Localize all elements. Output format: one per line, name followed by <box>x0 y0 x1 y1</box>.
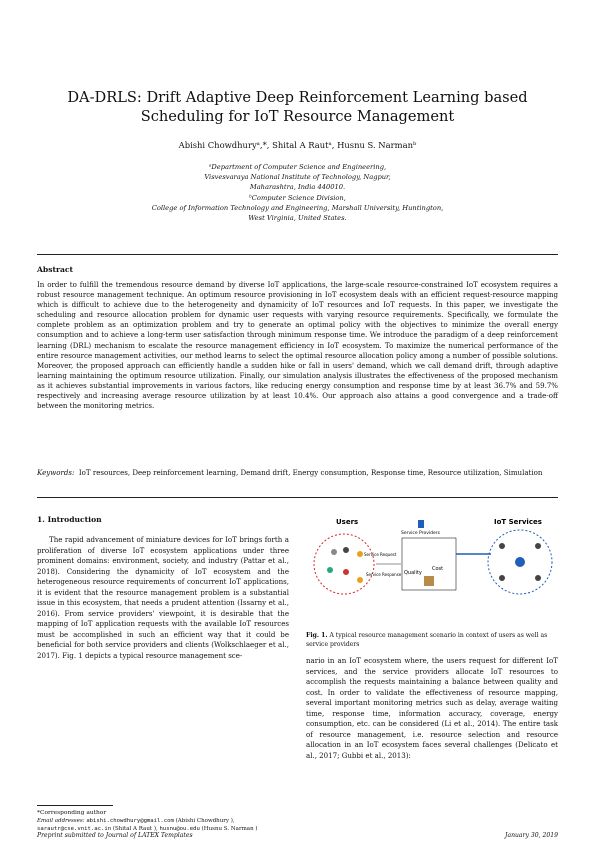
service-icon <box>499 575 505 581</box>
user-icon <box>343 547 349 553</box>
affiliation-line: West Virginia, United States. <box>248 214 347 223</box>
cost-label: Cost <box>432 566 444 572</box>
keywords <box>37 468 558 478</box>
service-request-label: Service Request <box>364 552 397 557</box>
email-owner: (Shital A Raut ), <box>112 826 158 833</box>
user-icon <box>357 577 363 583</box>
author-list: Abishi Chowdhuryᵃ,*, Shital A Rautᵃ, Husnu S. Narmanᵇ <box>178 140 417 150</box>
keywords-list: IoT resources, Deep reinforcement learning, Demand drift, Energy consumption, Response time, Resource utilization, Simulation <box>78 468 543 477</box>
user-icon <box>357 551 363 557</box>
intro-left-column <box>37 535 289 661</box>
caption-text: A typical resource management scenario in context of users as well as service providers <box>306 632 548 648</box>
email-link[interactable]: sarautr@cse.vnit.ac.in <box>37 826 112 833</box>
user-icon <box>343 569 349 575</box>
bottom-rule <box>37 497 558 498</box>
email-owner: (Abishi Chowdhury ), <box>175 818 235 824</box>
corresponding-author: *Corresponding author <box>37 810 107 816</box>
caption-label: Fig. 1. <box>306 632 328 639</box>
figure-caption <box>306 632 558 649</box>
page-footer <box>37 832 558 839</box>
intro-right-column <box>306 656 558 761</box>
paper-title: DA-DRLS: Drift Adaptive Deep Reinforcement Learning based Scheduling for IoT Resource Management <box>67 89 528 125</box>
abstract-text: In order to fulfill the tremendous resource demand by diverse IoT applications, the large-scale resource-constrained IoT ecosystem requires a robust resource management technique. An optimum resource provisioning in IoT ecosystem deals with an efficient request-resource mapping which is difficult to achieve due to the heterogeneity and dynamicity of IoT resources and IoT requests. In this paper, we investigate the scheduling and resource allocation problem for dynamic user requests with varying resource requirements. Specifically, we formulate the complete problem as an optimization problem and try to generate an optimal policy with the objectives to minimize the overall energy consumption and to achieve a long-term user satisfaction through minimum response time. We introduce the paradigm of a deep reinforcement learning (DRL) mechanism to escalate the resource management efficiency in IoT ecosystem. To maximize the numerical performance of the entire resource management activities, our method learns to select the optimal resource allocation policy among a number of possible solutions. Moreover, the proposed approach can efficiently handle a sudden hike or fall in users' demand, which we call demand drift, through adaptive learning maintaining the optimum resource utilization. Finally, our simulation analysis illustrates the effectiveness of the proposed mechanism as it achieves substantial improvements in various factors, like reducing energy consumption and response time by at least 36.7% and 59.7% respectively and increasing average resource utilization by at least 10.4%. Our approach also attains a good convergence and a trade-off between the monitoring metrics. <box>37 280 558 411</box>
intro-paragraph-right: nario in an IoT ecosystem where, the users request for different IoT services, and the service providers allocate IoT resources to accomplish the requests maintaining a balance between quality and cost. In order to validate the effectiveness of resource mapping, several important monitoring metrics such as delay, average waiting time, response time, information accuracy, coverage, energy consumption, etc. can be considered (Li et al., 2014). The entire task of resource management, i.e. resource selection and resource allocation in an IoT ecosystem faces several challenges (Delicato et al., 2017; Gubbi et al., 2013): <box>306 656 558 760</box>
affiliation-line: ᵃDepartment of Computer Science and Engineering, <box>208 163 387 171</box>
users-circle <box>314 534 374 594</box>
email-link[interactable]: abishi.chowdhury@gmail.com <box>86 818 174 824</box>
service-icon <box>535 575 541 581</box>
affiliations <box>100 162 495 223</box>
cloud-icon <box>515 557 525 567</box>
top-rule <box>37 254 558 255</box>
user-icon <box>331 549 337 555</box>
figure-resource-management <box>306 514 558 622</box>
users-label: Users <box>336 518 359 526</box>
footer-left: Preprint submitted to Journal of LATEX Templates <box>37 832 193 839</box>
service-icon <box>499 543 505 549</box>
scale-icon <box>424 576 434 586</box>
affiliation-line: ᵇComputer Science Division, <box>249 193 346 202</box>
service-icon <box>535 543 541 549</box>
user-icon <box>327 567 333 573</box>
keywords-label: Keywords: <box>37 468 75 477</box>
service-response-label: Service Response <box>366 572 402 577</box>
footnote-rule <box>37 805 113 806</box>
email-label: Email addresses: <box>37 818 85 824</box>
affiliation-line: Maharashtra, India 440010. <box>249 183 346 192</box>
email-owner: (Husnu S. Narman ) <box>201 826 258 833</box>
footer-date: January 30, 2019 <box>505 832 558 839</box>
section-heading: 1. Introduction <box>37 515 102 524</box>
affiliation-line: College of Information Technology and Engineering, Marshall University, Huntington, <box>151 203 444 212</box>
building-icon <box>418 520 424 528</box>
service-providers-label: Service Providers <box>401 531 440 536</box>
affiliation-line: Visvesvaraya National Institute of Technology, Nagpur, <box>204 173 391 182</box>
intro-paragraph-left: The rapid advancement of miniature devices for IoT brings forth a proliferation of diverse IoT ecosystem applications under three prominent domains: environment, society, and industry (Pattar et al., 2018). Considering the dynamicity of IoT ecosystem and the heterogeneous resource requirements of concurrent IoT applications, it is evident that the resource management problem is a substantial issue in this ecosystem, that needs a prudent attention (Issarny et al., 2016). From service providers' viewpoint, it is desirable that the mapping of IoT application requests with the available IoT resources must be accomplished in such an efficient way that it could be beneficial for both service providers and clients (Wolkschlaeger et al., 2017). Fig. 1 depicts a typical resource management sce- <box>37 535 289 660</box>
abstract-heading: Abstract <box>37 265 74 274</box>
email-link[interactable]: husnu@ou.edu <box>159 826 200 833</box>
iot-services-label: IoT Services <box>494 518 542 526</box>
quality-label: Quality <box>404 570 422 576</box>
